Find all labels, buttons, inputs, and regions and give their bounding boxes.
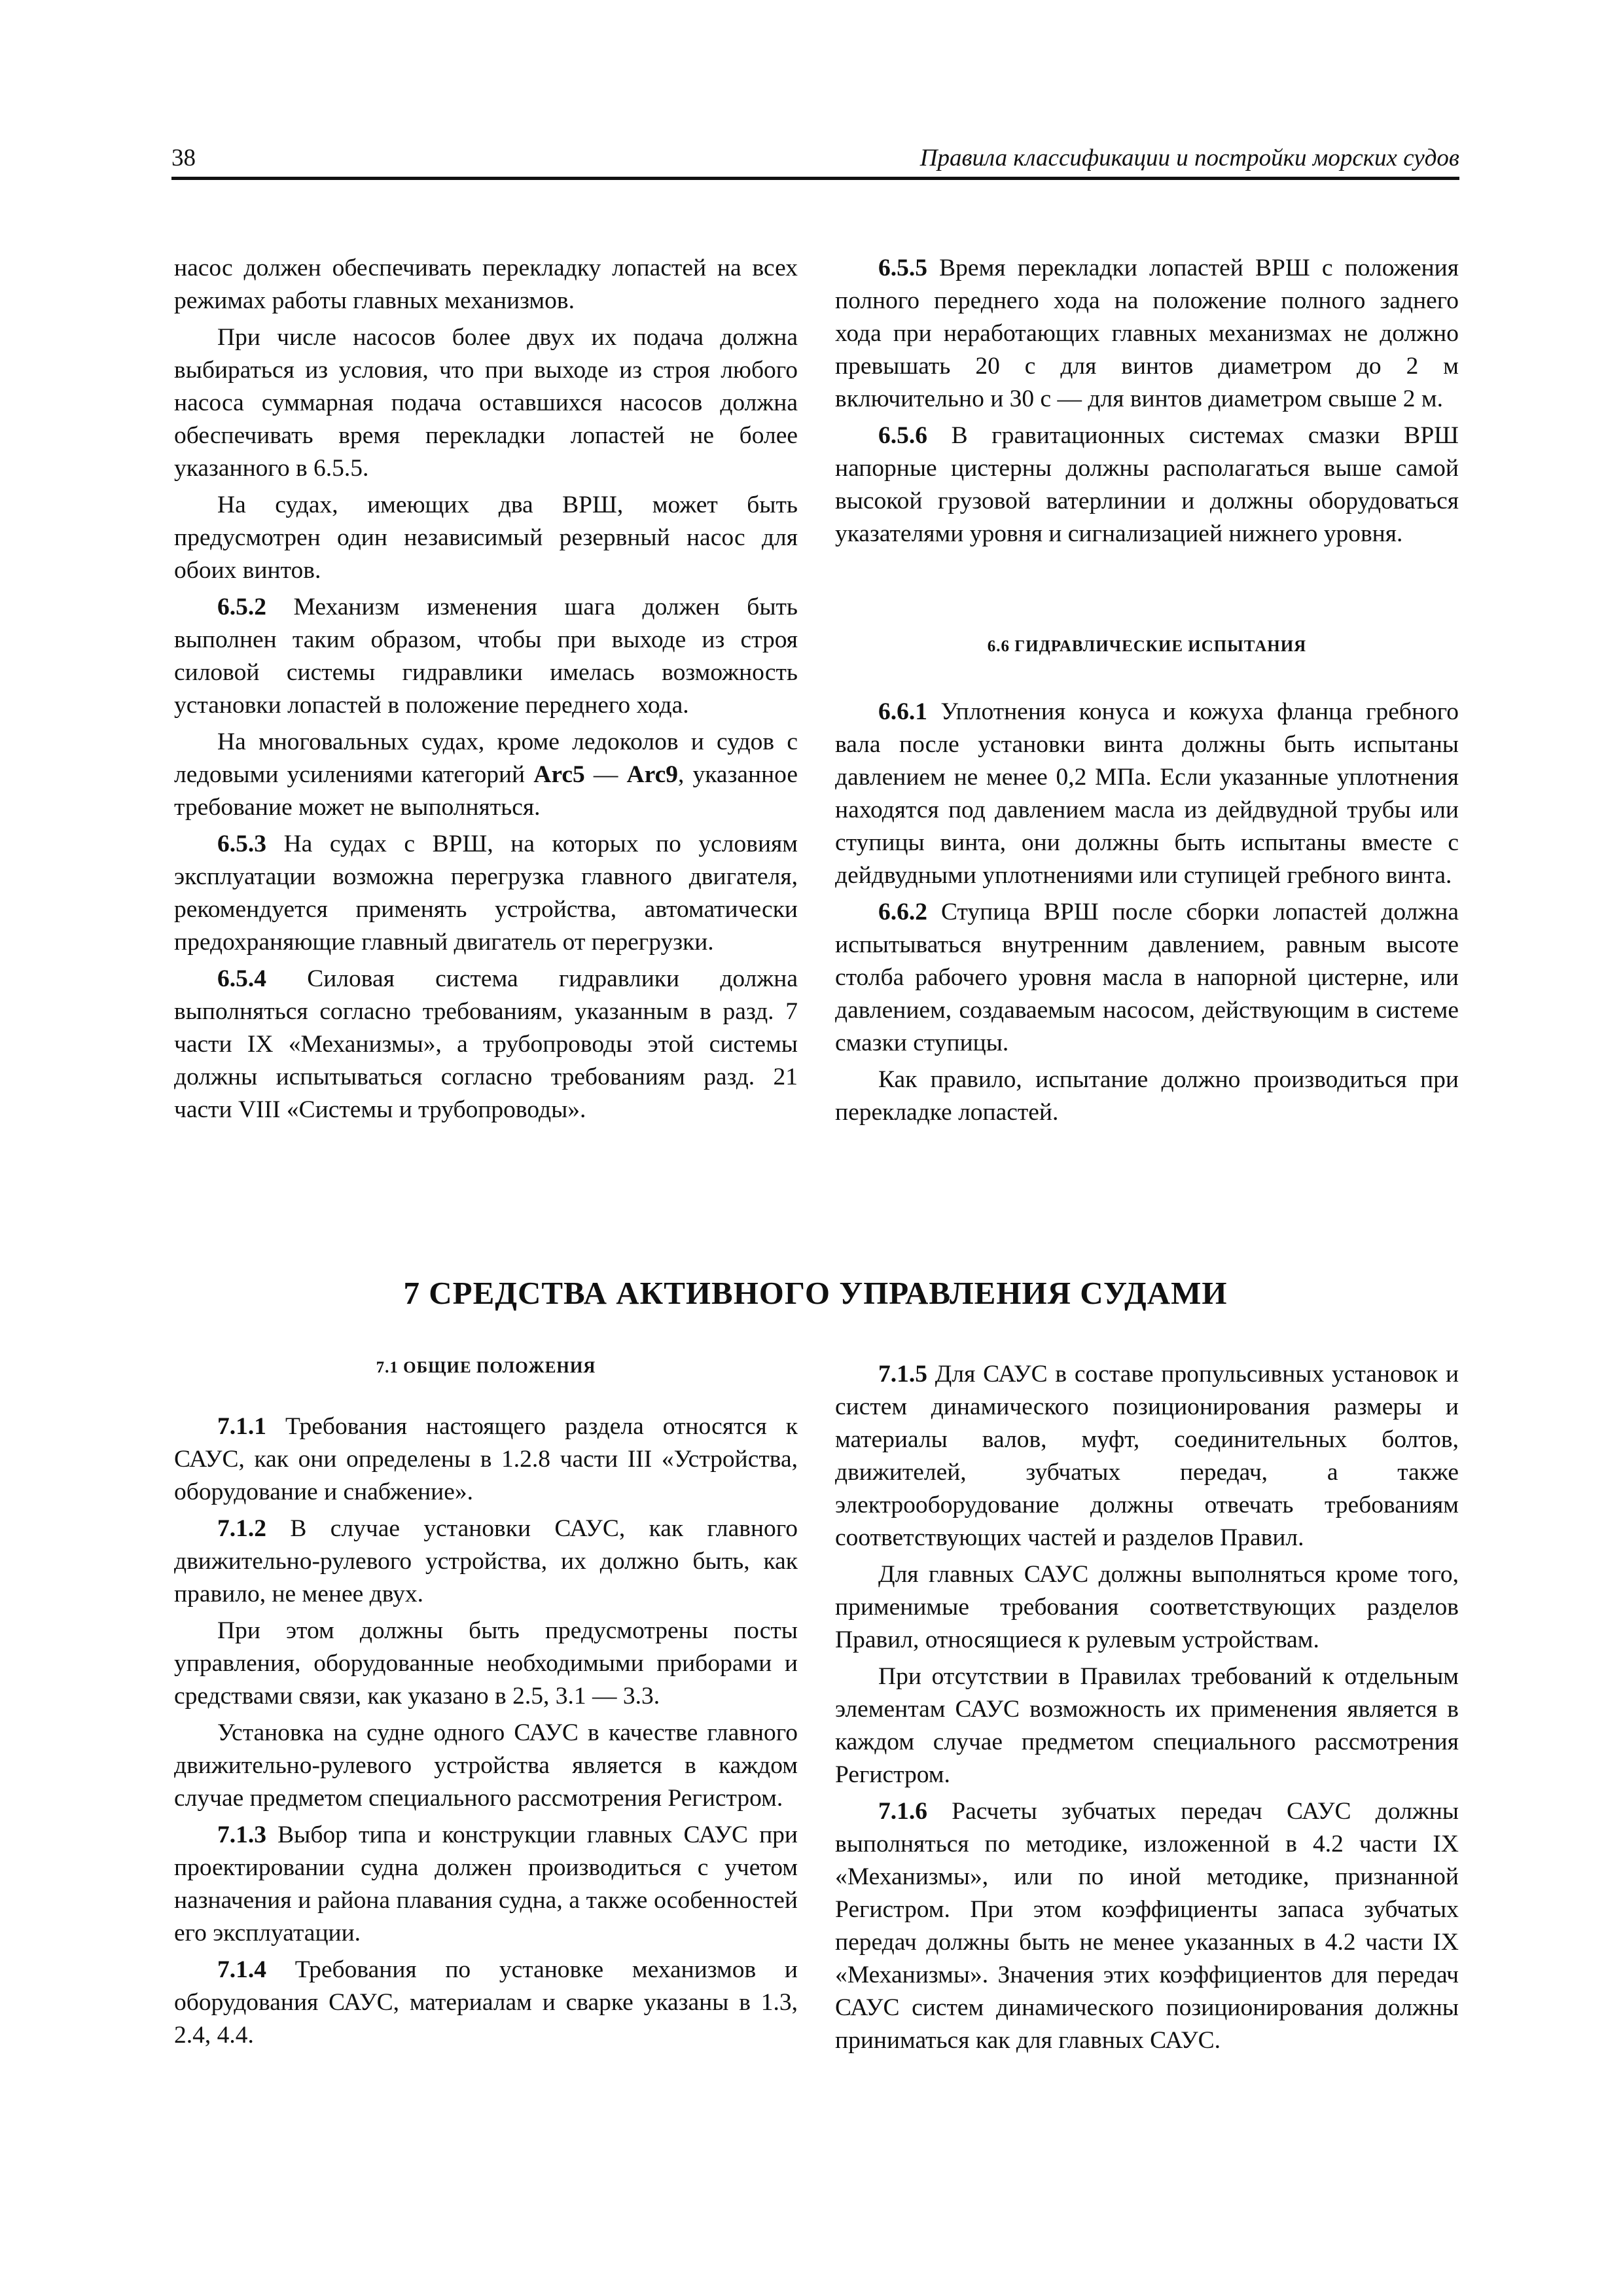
clause-text: На судах с ВРШ, на которых по условиям эксплуатации возможна перегрузка главного двигателя, рекомендуется применять устройства, автоматически предохраняющие главный двигатель от перегрузки. [174,831,798,956]
clause-text: Время перекладки лопастей ВРШ с положения полного переднего хода на положение полного заднего хода при неработающих главных механизмах не должно превышать 20 с для винтов диаметром до 2 м включительно и 30 с — для винтов диаметром свыше 2 м. [835,255,1459,412]
clause-text: Выбор типа и конструкции главных САУС при проектировании судна должен производиться с учетом назначения и района плавания судна, а также особенностей его эксплуатации. [174,1821,798,1946]
clause-text: Для САУС в составе пропульсивных установок и систем динамического позиционирования размеры и материалы валов, муфт, соединительных болтов, движителей, зубчатых передач, а также электрооборудование должны отвечать требованиям соответствующих частей и разделов Правил. [835,1361,1459,1551]
text-run: На многовальных судах, кроме ледоколов и судов с ледовыми усилениями категорий [174,728,798,788]
paragraph-7-1-6 [835,1795,1459,2057]
ice-class-arc5: Arc5 [533,761,585,788]
paragraph: Установка на судне одного САУС в качестве главного движительно-рулевого устройства является в каждом случае предметом специального рассмотрения Регистром. [174,1719,798,1812]
left-column-bottom [174,1358,798,2052]
section-heading-7-1: 7.1 ОБЩИЕ ПОЛОЖЕНИЯ [376,1359,596,1376]
clause-text: В гравитационных системах смазки ВРШ напорные цистерны должны располагаться выше самой высокой грузовой ватерлинии и должны оборудоваться указателями уровня и сигнализацией нижнего уровня. [835,422,1459,547]
clause-text: Уплотнения конуса и кожуха фланца гребного вала после установки винта должны быть испытаны давлением не менее 0,2 МПа. Если указанные уплотнения находятся под давлением масла из дейдвудной трубы или ступицы винта, они должны быть испытаны вместе с дейдвудными уплотнениями или ступицей гребного винта. [835,698,1459,889]
paragraph: Как правило, испытание должно производиться при перекладке лопастей. [835,1066,1459,1126]
paragraph-6-5-4 [174,963,798,1126]
paragraph-6-5-6 [835,420,1459,550]
clause-number: 6.5.3 [217,831,266,857]
paragraph: На судах, имеющих два ВРШ, может быть предусмотрен один независимый резервный насос для обоих винтов. [174,492,798,584]
clause-number: 6.5.2 [217,594,266,620]
clause-text: Силовая система гидравлики должна выполняться согласно требованиям, указанным в разд. 7 части IX «Механизмы», а трубопроводы этой системы должны испытываться согласно требованиям разд. 21 части VIII «Системы и трубопроводы». [174,965,798,1123]
running-title: Правила классификации и постройки морских судов [919,145,1459,171]
clause-number: 6.5.5 [878,255,927,281]
clause-number: 7.1.4 [217,1956,266,1983]
paragraph-7-1-3 [174,1819,798,1950]
paragraph-7-1-1 [174,1410,798,1509]
paragraph: При отсутствии в Правилах требований к отдельным элементам САУС возможность их применения является в каждом случае предметом специального рассмотрения Регистром. [835,1663,1459,1788]
text-run: , указанное требование может не выполняться. [174,761,798,821]
clause-number: 7.1.6 [878,1798,927,1825]
clause-text: Требования настоящего раздела относятся к САУС, как они определены в 1.2.8 части III «Устройства, оборудование и снабжение». [174,1413,798,1505]
right-column-top [835,252,1459,1129]
paragraph-7-1-2 [174,1513,798,1611]
paragraph [174,726,798,824]
clause-text: Расчеты зубчатых передач САУС должны выполняться по методике, изложенной в 4.2 части IX «Механизмы», или по иной методике, признанной Регистром. При этом коэффициенты запаса зубчатых передач должны быть не менее указанных в 4.2 части IX «Механизмы». Значения этих коэффициентов для передач САУС систем динамического позиционирования должны приниматься как для главных САУС. [835,1798,1459,2054]
paragraph-6-6-2 [835,896,1459,1060]
paragraph-6-5-5 [835,252,1459,416]
paragraph: насос должен обеспечивать перекладку лопастей на всех режимах работы главных механизмов. [174,255,798,314]
section-heading-6-6: 6.6 ГИДРАВЛИЧЕСКИЕ ИСПЫТАНИЯ [987,637,1307,655]
paragraph-7-1-5 [835,1358,1459,1554]
clause-text: В случае установки САУС, как главного движительно-рулевого устройства, их должно быть, как правило, не менее двух. [174,1515,798,1607]
clause-number: 6.5.4 [217,965,266,992]
paragraph-6-5-3 [174,828,798,959]
right-column-bottom [835,1358,1459,2057]
left-column-top [174,252,798,1126]
header-rule [171,177,1459,180]
chapter-title: 7 СРЕДСТВА АКТИВНОГО УПРАВЛЕНИЯ СУДАМИ [403,1274,1228,1311]
clause-number: 6.5.6 [878,422,927,449]
page-header [171,140,1459,179]
clause-text: Ступица ВРШ после сборки лопастей должна испытываться внутренним давлением, равным высоте столба рабочего уровня масла в напорной цистерне, или давлением, создаваемым насосом, действующим в системе смазки ступицы. [835,899,1459,1056]
clause-number: 6.6.2 [878,899,927,925]
clause-number: 7.1.5 [878,1361,927,1388]
paragraph-6-5-2 [174,591,798,722]
ice-class-arc9: Arc9 [626,761,678,788]
clause-number: 7.1.3 [217,1821,266,1848]
clause-number: 6.6.1 [878,698,927,725]
paragraph: Для главных САУС должны выполняться кроме того, применимые требования соответствующих разделов Правил, относящиеся к рулевым устройствам. [835,1561,1459,1653]
clause-text: Требования по установке механизмов и оборудования САУС, материалам и сварке указаны в 1.3, 2.4, 4.4. [174,1956,798,2049]
clause-text: Механизм изменения шага должен быть выполнен таким образом, чтобы при выходе из строя силовой системы гидравлики имелась возможность установки лопастей в положение переднего хода. [174,594,798,719]
paragraph-6-6-1 [835,696,1459,892]
paragraph: При этом должны быть предусмотрены посты управления, оборудованные необходимыми приборами и средствами связи, как указано в 2.5, 3.1 — 3.3. [174,1617,798,1710]
paragraph-7-1-4 [174,1954,798,2052]
clause-number: 7.1.1 [217,1413,266,1440]
dash: — [584,761,627,788]
page-number: 38 [171,145,196,171]
clause-number: 7.1.2 [217,1515,266,1542]
paragraph: При числе насосов более двух их подача должна выбираться из условия, что при выходе из строя любого насоса суммарная подача оставшихся насосов должна обеспечивать время перекладки лопастей не более указанного в 6.5.5. [174,324,798,482]
